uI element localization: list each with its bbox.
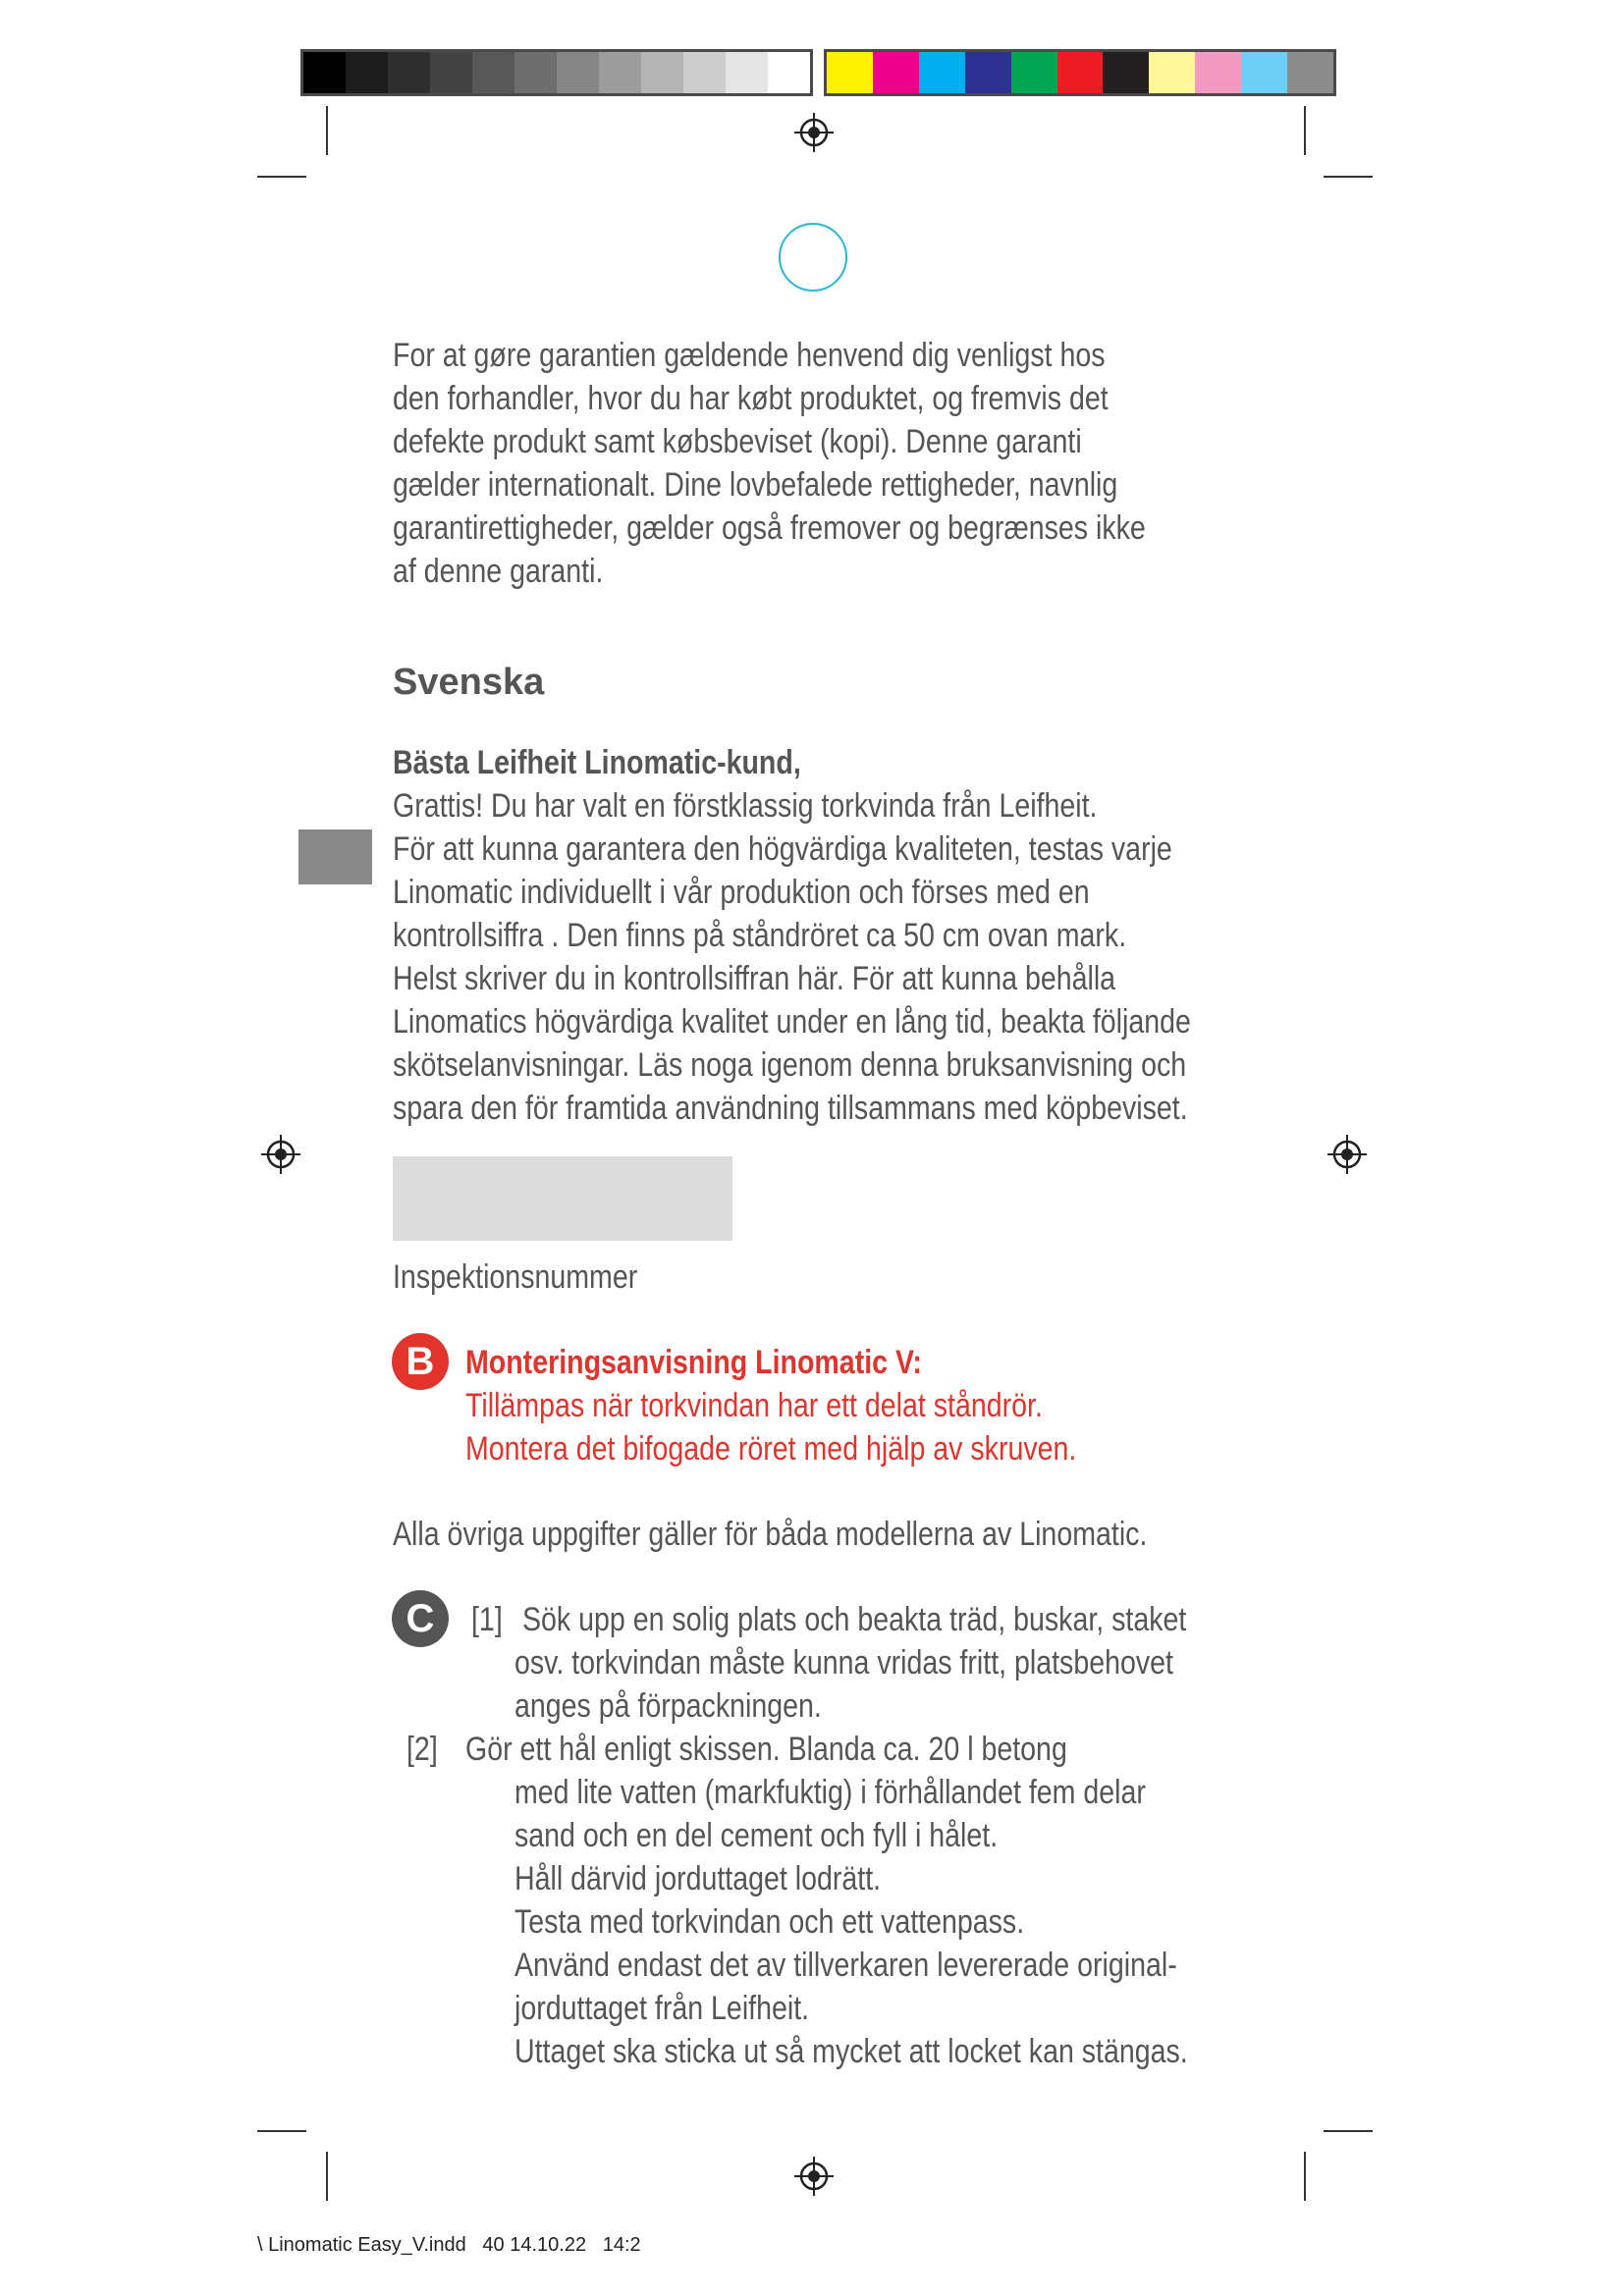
section-c-badge: C: [392, 1590, 449, 1647]
text-line: Uttaget ska sticka ut så mycket att locket kan stängas.: [514, 2033, 1188, 2070]
text-line: gælder internationalt. Dine lovbefalede rettigheder, navnlig: [393, 466, 1118, 504]
process-color-bar: [824, 49, 1336, 96]
color-swatch: [557, 52, 599, 93]
color-swatch: [346, 52, 388, 93]
registration-mark-bottom-icon: [794, 2157, 834, 2196]
text-line: af denne garanti.: [393, 553, 604, 590]
hanging-hole-ring-icon: [779, 223, 847, 292]
color-swatch: [472, 52, 514, 93]
text-line: jorduttaget från Leifheit.: [514, 1990, 810, 2027]
text-line: Helst skriver du in kontrollsiffran här. För att kunna behålla: [393, 960, 1116, 997]
language-tab-marker: [298, 829, 372, 884]
footer-page: 40: [482, 2234, 505, 2256]
text-line: Håll därvid jorduttaget lodrätt.: [514, 1860, 882, 1897]
text-line: anges på förpackningen.: [514, 1687, 822, 1725]
color-swatch: [1011, 52, 1057, 93]
crop-mark-bottom-left-vertical: [326, 2152, 328, 2201]
color-swatch: [919, 52, 965, 93]
all-models-note: Alla övriga uppgifter gäller för båda modellerna av Linomatic.: [393, 1516, 1148, 1553]
section-b-title: Monteringsanvisning Linomatic V:: [465, 1344, 922, 1381]
text-line: Linomatics högvärdiga kvalitet under en lång tid, beakta följande: [393, 1003, 1191, 1041]
text-line: spara den för framtida användning tillsammans med köpbeviset.: [393, 1090, 1188, 1127]
text-line: Testa med torkvindan och ett vattenpass.: [514, 1903, 1025, 1941]
color-swatch: [388, 52, 430, 93]
text-line: Tillämpas när torkvindan har ett delat ståndrör.: [465, 1387, 1043, 1424]
text-line: Montera det bifogade röret med hjälp av skruven.: [465, 1430, 1077, 1468]
color-swatch: [827, 52, 873, 93]
color-swatch: [683, 52, 726, 93]
crop-mark-top-right-vertical: [1304, 106, 1306, 155]
file-slug-footer: [257, 2234, 641, 2257]
crop-mark-top-left-vertical: [326, 106, 328, 155]
color-swatch: [873, 52, 919, 93]
danish-warranty-paragraph: [393, 334, 1146, 593]
footer-file: \ Linomatic Easy_V.indd: [257, 2234, 466, 2256]
text-line: sand och en del cement och fyll i hålet.: [514, 1817, 999, 1854]
footer-date: 14.10.22: [510, 2234, 587, 2256]
step-2-number: [2]: [406, 1731, 438, 1768]
step-2-continuation: [514, 1771, 1188, 2073]
inspection-number-label: Inspektionsnummer: [393, 1258, 638, 1296]
text-line: defekte produkt samt købsbeviset (kopi). Denne garanti: [393, 423, 1082, 460]
section-b-badge: B: [392, 1333, 449, 1390]
text-line: osv. torkvindan måste kunna vridas fritt, platsbehovet: [514, 1644, 1173, 1682]
color-swatch: [768, 52, 810, 93]
greeting: Bästa Leifheit Linomatic-kund,: [393, 744, 801, 781]
text-line: skötselanvisningar. Läs noga igenom denna bruksanvisning och: [393, 1046, 1187, 1084]
registration-mark-right-icon: [1327, 1135, 1367, 1174]
step-2-first-line: Gör ett hål enligt skissen. Blanda ca. 20 l betong: [465, 1731, 1067, 1768]
footer-time: 14:2: [602, 2234, 641, 2256]
section-heading-svenska: Svenska: [393, 662, 545, 703]
grayscale-color-bar: [300, 49, 813, 96]
color-swatch: [514, 52, 557, 93]
color-swatch: [1195, 52, 1241, 93]
text-line: kontrollsiffra . Den finns på ståndröret ca 50 cm ovan mark.: [393, 917, 1127, 954]
crop-mark-bottom-right-horizontal: [1324, 2130, 1373, 2132]
section-b-text: [465, 1341, 1076, 1470]
step-1-first-line: Sök upp en solig plats och beakta träd, buskar, staket: [522, 1601, 1187, 1638]
text-line: garantirettigheder, gælder også fremover og begrænses ikke: [393, 509, 1146, 547]
text-line: For at gøre garantien gældende henvend dig venligst hos: [393, 337, 1106, 374]
inspection-number-box[interactable]: [393, 1156, 732, 1241]
color-swatch: [599, 52, 641, 93]
text-line: Grattis! Du har valt en förstklassig torkvinda från Leifheit.: [393, 787, 1098, 825]
crop-mark-top-right-horizontal: [1324, 176, 1373, 178]
text-line: den forhandler, hvor du har købt produktet, og fremvis det: [393, 380, 1109, 417]
color-swatch: [965, 52, 1011, 93]
crop-mark-top-left-horizontal: [257, 176, 306, 178]
color-swatch: [303, 52, 346, 93]
color-swatch: [641, 52, 683, 93]
text-line: Använd endast det av tillverkaren levererade original-: [514, 1947, 1177, 1984]
color-swatch: [1241, 52, 1287, 93]
color-swatch: [1149, 52, 1195, 93]
text-line: Linomatic individuellt i vår produktion och förses med en: [393, 874, 1090, 911]
crop-mark-bottom-right-vertical: [1304, 2152, 1306, 2201]
color-swatch: [726, 52, 768, 93]
color-swatch: [1057, 52, 1104, 93]
step-1-continuation: [514, 1641, 1173, 1728]
swedish-intro-paragraph: [393, 741, 1191, 1130]
color-swatch: [430, 52, 472, 93]
registration-mark-top-icon: [794, 113, 834, 152]
registration-mark-left-icon: [261, 1135, 300, 1174]
color-swatch: [1103, 52, 1149, 93]
text-line: För att kunna garantera den högvärdiga kvaliteten, testas varje: [393, 830, 1172, 868]
crop-mark-bottom-left-horizontal: [257, 2130, 306, 2132]
text-line: med lite vatten (markfuktig) i förhållandet fem delar: [514, 1774, 1146, 1811]
step-1-number: [1]: [471, 1601, 503, 1638]
color-swatch: [1287, 52, 1333, 93]
